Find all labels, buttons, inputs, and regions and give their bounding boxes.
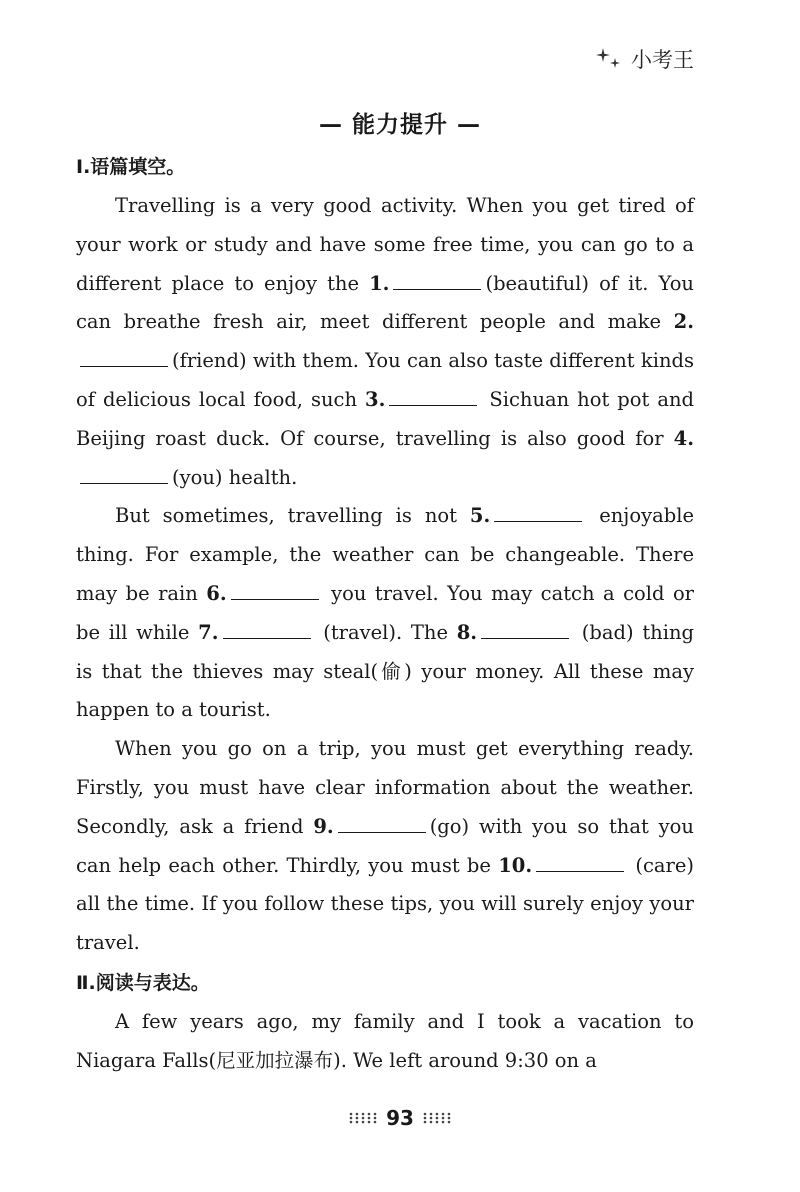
- blank-number: 5.: [469, 504, 491, 528]
- dots-ornament-icon: [348, 1110, 378, 1126]
- blank-number: 1.: [369, 271, 390, 295]
- text-run: (go) with you so that you can help each other. Thirdly, you must be: [76, 814, 694, 877]
- page-footer: [0, 1106, 800, 1130]
- blank-number: 8.: [456, 620, 478, 644]
- text-run: Sichuan hot pot and Beijing roast duck. Of course, travelling is also good for: [76, 387, 695, 450]
- blank-number: 2.: [673, 310, 694, 334]
- section-1-paragraph: [76, 497, 694, 730]
- text-run: Travelling is a very good activity. When you get tired of your work or study and have some free time, you can go to a different place to enjoy the: [76, 194, 694, 295]
- answer-blank[interactable]: [481, 617, 569, 638]
- sparkle-icon: [595, 46, 623, 72]
- blank-number: 7.: [198, 620, 219, 644]
- blank-number: 6.: [206, 581, 227, 605]
- text-run: (travel). The: [314, 620, 457, 644]
- text-run: But sometimes, travelling is not: [115, 504, 470, 528]
- section-1-heading: Ⅰ.语篇填空。: [76, 156, 186, 178]
- answer-blank[interactable]: [393, 268, 481, 289]
- answer-blank[interactable]: [80, 462, 168, 483]
- answer-blank[interactable]: [231, 579, 319, 600]
- brand-header: [595, 44, 694, 74]
- brand-name: 小考王: [631, 48, 694, 72]
- text-run: (friend) with them. You can also taste different kinds of delicious local food, such: [76, 349, 694, 411]
- page-number: 93: [386, 1106, 414, 1130]
- answer-blank[interactable]: [223, 617, 311, 638]
- blank-number: 4.: [673, 426, 694, 450]
- blank-number: 3.: [365, 387, 386, 411]
- text-run: (bad) thing is that the thieves may steal(偷) your money. All these may happen to a tourist.: [76, 620, 694, 722]
- page-title: — 能力提升 —: [318, 112, 481, 138]
- answer-blank[interactable]: [80, 346, 168, 367]
- section-2-heading: Ⅱ.阅读与表达。: [76, 972, 210, 994]
- text-run: (beautiful) of it. You can breathe fresh air, meet different people and make: [76, 271, 694, 334]
- answer-blank[interactable]: [494, 501, 582, 522]
- dots-ornament-icon: [422, 1110, 452, 1126]
- blank-number: 9.: [313, 814, 334, 838]
- section-1-body: [76, 187, 694, 963]
- answer-blank[interactable]: [389, 385, 477, 406]
- blank-number: 10.: [498, 853, 533, 877]
- section-1-paragraph: [76, 730, 694, 963]
- answer-blank[interactable]: [338, 811, 426, 832]
- text-run: (you) health.: [172, 465, 298, 489]
- text-run: (care) all the time. If you follow these tips, you will surely enjoy your travel.: [76, 853, 694, 955]
- section-2-body: [76, 1003, 694, 1081]
- section-2-paragraph: A few years ago, my family and I took a vacation to Niagara Falls(尼亚加拉瀑布). We left around 9:30 on a: [76, 1010, 694, 1072]
- text-run: When you go on a trip, you must get everything ready. Firstly, you must have clear information about the weather. Secondly, ask a friend: [76, 737, 694, 838]
- text-run: you travel. You may catch a cold or be ill while: [76, 581, 694, 644]
- text-run: enjoyable thing. For example, the weather can be changeable. There may be rain: [76, 504, 694, 605]
- answer-blank[interactable]: [536, 850, 624, 871]
- section-1-paragraph: [76, 187, 694, 497]
